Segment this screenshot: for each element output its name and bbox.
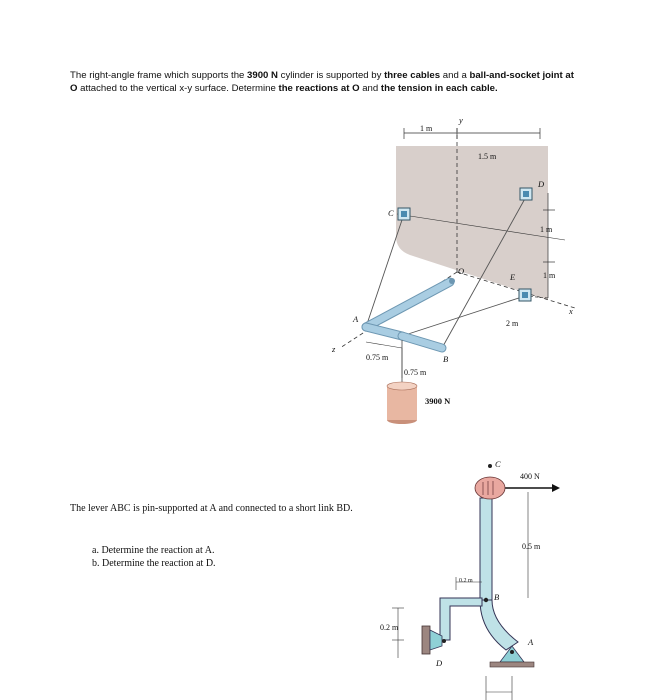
weight-label: 3900 N	[425, 396, 451, 406]
label-C: C	[388, 208, 394, 218]
hand	[475, 477, 505, 499]
label-D-lever: D	[436, 658, 443, 668]
dim-0-75-a: 0.75 m	[366, 353, 389, 362]
label-C-lever: C	[495, 459, 501, 469]
label-D: D	[538, 179, 545, 189]
label-O: O	[458, 266, 465, 276]
label-A-lever: A	[528, 637, 534, 647]
dim-1m-right-b: 1 m	[543, 271, 556, 280]
link-BD	[440, 598, 482, 640]
pin-B	[484, 598, 488, 602]
label-z: z	[332, 344, 336, 354]
dim-0-2m-top: 0.2 m	[459, 578, 473, 584]
force-label: 400 N	[520, 472, 540, 481]
problem-1-statement: The right-angle frame which supports the 3900 N cylinder is supported by three cables and a ball-and-socket joint at O attached to the vertical x-y surface. Determine the reactions at O and the tension in each cable.	[70, 70, 574, 95]
dim-2m: 2 m	[506, 319, 519, 328]
label-y: y	[459, 115, 463, 125]
wall-support-D	[422, 626, 430, 654]
lever-curve	[480, 600, 518, 650]
label-B-lever: B	[494, 592, 500, 602]
dim-0-75-b: 0.75 m	[404, 368, 427, 377]
label-A: A	[353, 314, 359, 324]
dim-1m-top: 1 m	[420, 124, 433, 133]
task-a: a. Determine the reaction at A.	[92, 545, 215, 556]
dim-1-5m: 1.5 m	[478, 152, 497, 161]
dim-1m-right-a: 1 m	[540, 225, 553, 234]
problem-2-statement: The lever ABC is pin-supported at A and connected to a short link BD.	[70, 503, 353, 514]
dim-0-5m: 0.5 m	[522, 542, 541, 551]
label-E: E	[510, 272, 516, 282]
task-b: b. Determine the reaction at D.	[92, 557, 216, 569]
dim-0-2m-left: 0.2 m	[380, 623, 399, 632]
load-value: 3900 N	[247, 70, 278, 81]
lever-handle	[480, 498, 492, 600]
label-B: B	[443, 354, 449, 364]
label-x: x	[569, 306, 573, 316]
